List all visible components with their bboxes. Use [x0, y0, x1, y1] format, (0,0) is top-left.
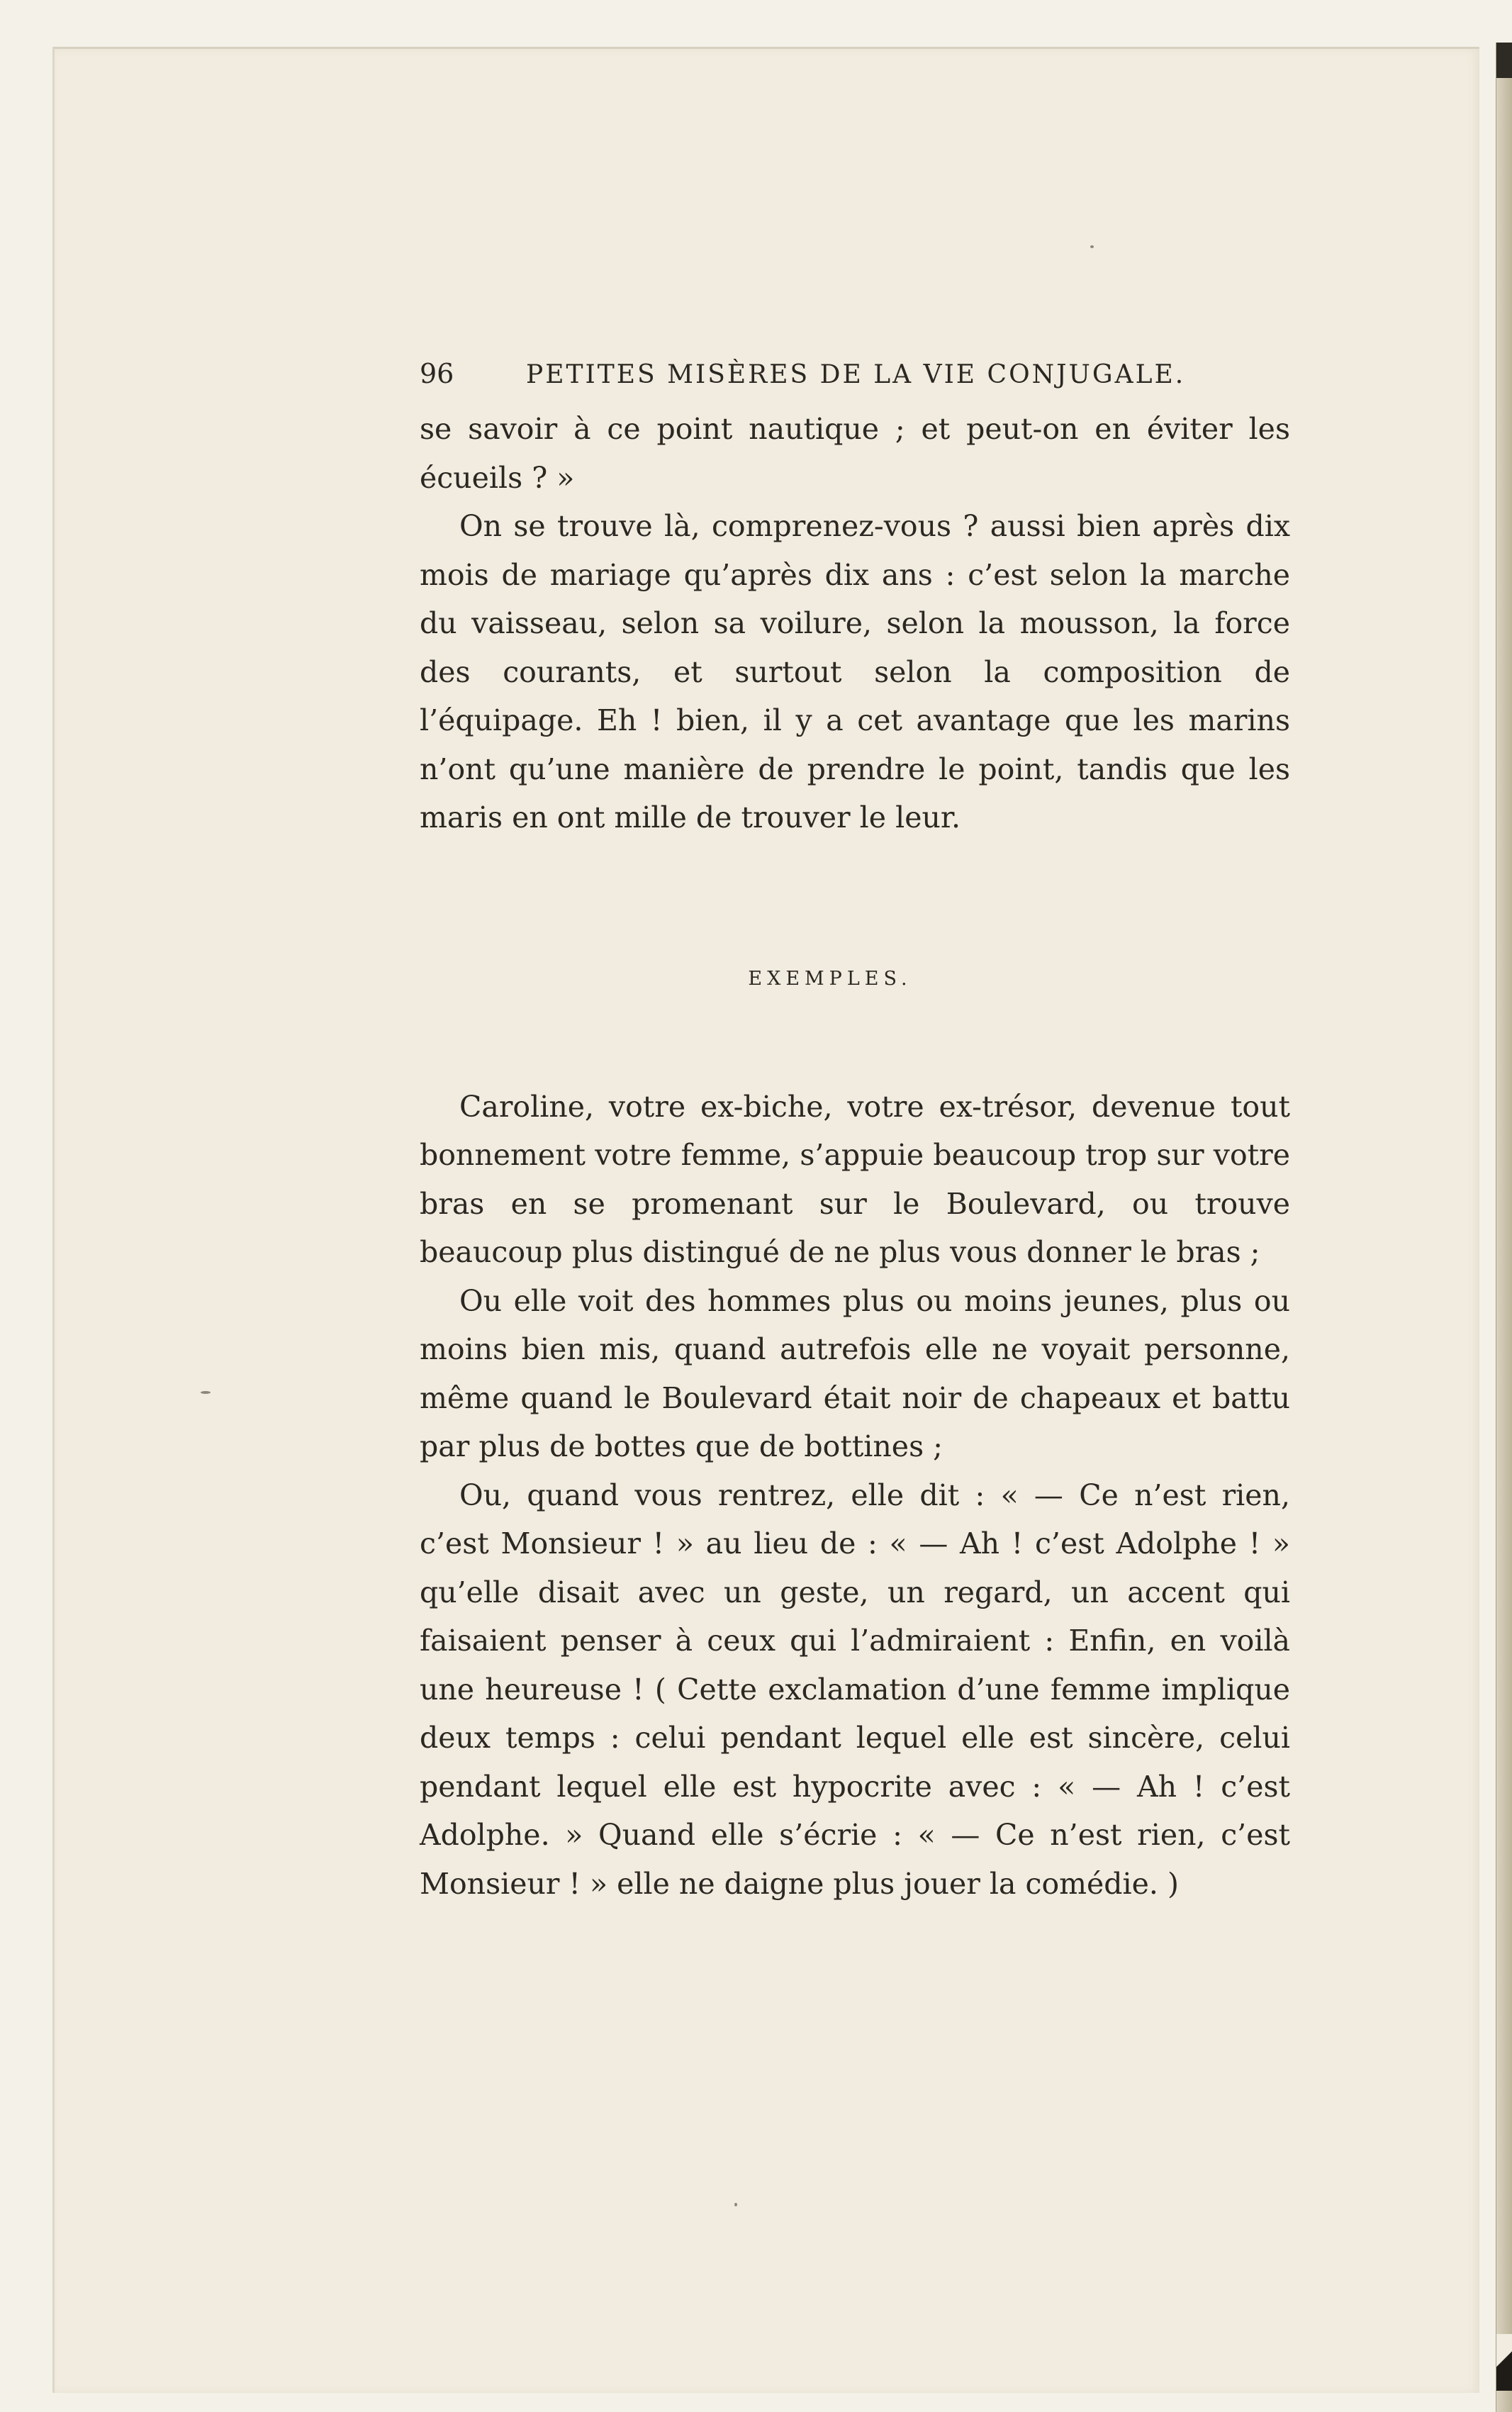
- paper-speck: [201, 1391, 211, 1394]
- running-head-title: PETITES MISÈRES DE LA VIE CONJUGALE.: [526, 360, 1186, 389]
- running-head: [420, 358, 1290, 401]
- binding-bottom-corner: [1496, 2334, 1512, 2391]
- paragraph: Caroline, votre ex-biche, votre ex-trésor, devenue tout bonnement votre femme, s’appuie beaucoup trop sur votre bras en se promenant sur le Boulevard, ou trouve beaucoup plus distingué de ne plus vous donner le bras ;: [420, 1089, 1290, 1269]
- binding-top-mark: [1496, 43, 1512, 78]
- section-gap: [420, 993, 1290, 1083]
- paper-speck: [1090, 245, 1094, 248]
- paragraph-continuation: se savoir à ce point nautique ; et peut-on en éviter les écueils ? »: [420, 412, 1290, 495]
- page-text: [420, 358, 1290, 1908]
- section-title: EXEMPLES.: [748, 967, 912, 990]
- page-number: 96: [420, 358, 454, 389]
- paper-speck: [734, 2203, 737, 2206]
- paragraph: On se trouve là, comprenez-vous ? aussi bien après dix mois de mariage qu’après dix ans : c’est selon la marche du vaisseau, selon sa voilure, selon la mousson, la force des courants, et surtout selon la composition de l’équipage. Eh ! bien, il y a cet avantage que les marins n’ont qu’une manière de prendre le point, tandis que les maris en ont mille de trouver le leur.: [420, 509, 1290, 834]
- book-binding-edge: [1496, 43, 1512, 2412]
- paragraph: Ou elle voit des hommes plus ou moins jeunes, plus ou moins bien mis, quand autrefois elle ne voyait personne, même quand le Boulevard était noir de chapeaux et battu par plus de bottes que de bottines ;: [420, 1283, 1290, 1463]
- paragraph: Ou, quand vous rentrez, elle dit : « — Ce n’est rien, c’est Monsieur ! » au lieu de : « — Ah ! c’est Adolphe ! » qu’elle disait avec un geste, un regard, un accent qui faisaient penser à ceux qui l’admiraient : Enfin, en voilà une heureuse ! ( Cette exclamation d’une femme implique deux temps : celui pendant lequel elle est sincère, celui pendant lequel elle est hypocrite avec : « — Ah ! c’est Adolphe. » Quand elle s’écrie : « — Ce n’est rien, c’est Monsieur ! » elle ne daigne plus jouer la comédie. ): [420, 1478, 1290, 1901]
